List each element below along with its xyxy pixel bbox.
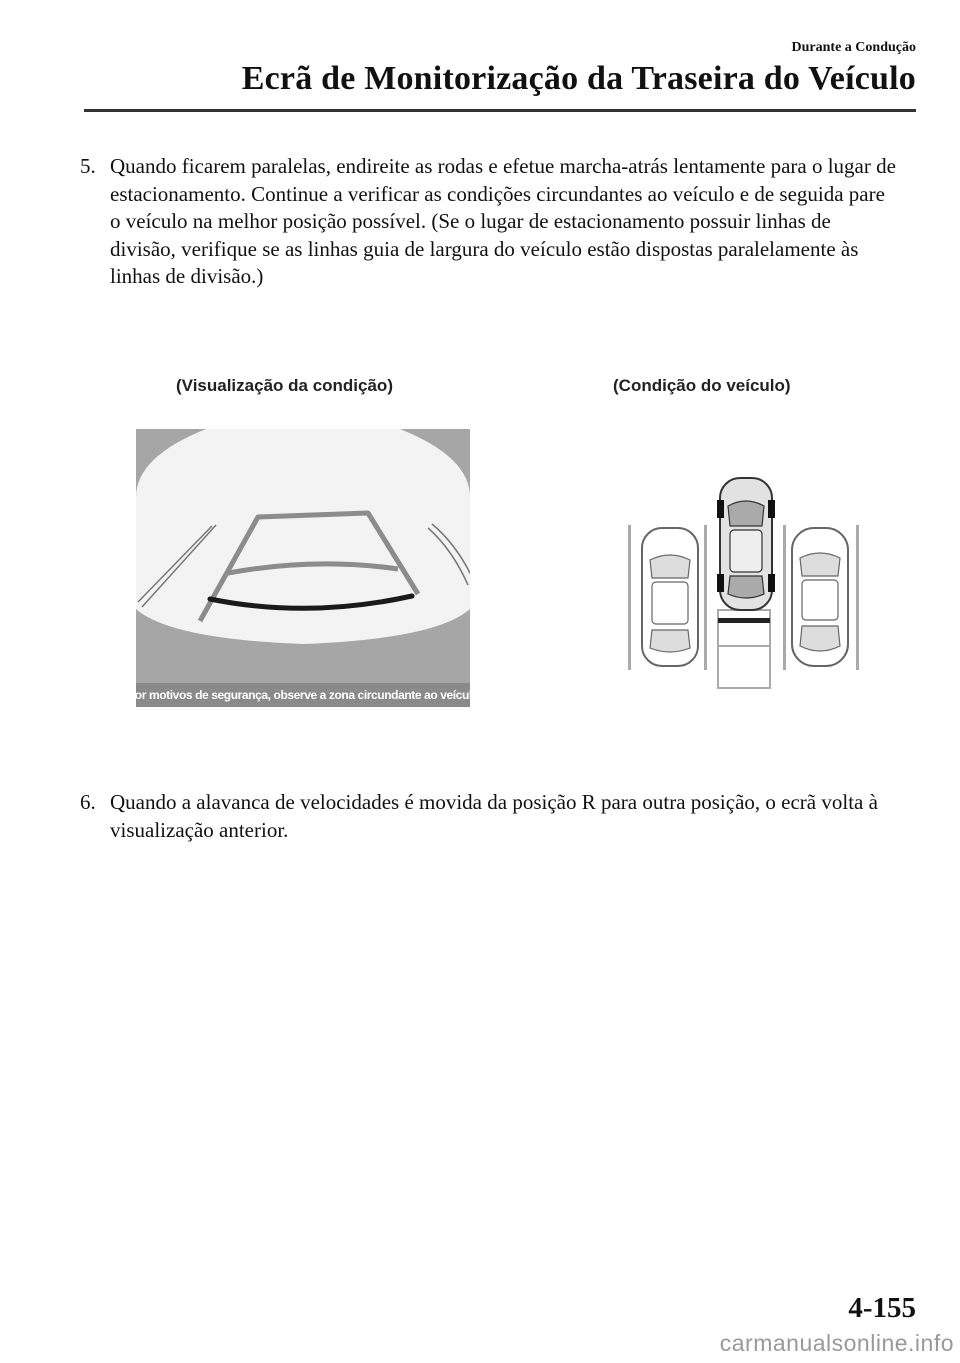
step-5-text: Quando ficarem paralelas, endireite as rodas e efetue marcha-atrás lentamente para o lugar de estacionamento. Continue a verificar as condições circundantes ao veículo e de seguida pare o veículo na melhor posição possível. (Se o lugar de estacionamento possuir linhas de divisão, verifique se as linhas guia de largura do veículo estão dispostas paralelamente às linhas de divisão.) [110,154,896,288]
vehicle-condition-caption: (Condição do veículo) [613,376,791,395]
reversing-car [717,478,775,610]
watermark: carmanualsonline.info [719,1330,954,1356]
page-number: 4-155 [848,1292,916,1324]
title-rule [84,109,916,112]
step-5-number: 5. [80,154,96,178]
slot-stop-line [718,618,770,623]
parking-line-4 [856,525,859,670]
parked-car-left [642,528,698,666]
parked-car-right [792,528,848,666]
parking-line-2 [704,525,707,670]
step-5 [80,153,900,291]
camera-safety-banner: Por motivos de segurança, observe a zona circundante ao veículo [127,688,479,702]
parking-line-1 [628,525,631,670]
rear-camera-view [127,429,479,707]
parking-line-3 [783,525,786,670]
camera-viewing-area [136,429,470,644]
condition-view-caption: (Visualização da condição) [176,376,393,395]
step-6-number: 6. [80,790,96,814]
page-title: Ecrã de Monitorização da Traseira do Veículo [241,60,916,97]
step-6-text: Quando a alavanca de velocidades é movida da posição R para outra posição, o ecrã volta à visualização anterior. [110,790,878,842]
step-6 [80,789,900,844]
section-label: Durante a Condução [791,40,916,55]
parking-diagram [618,470,866,692]
